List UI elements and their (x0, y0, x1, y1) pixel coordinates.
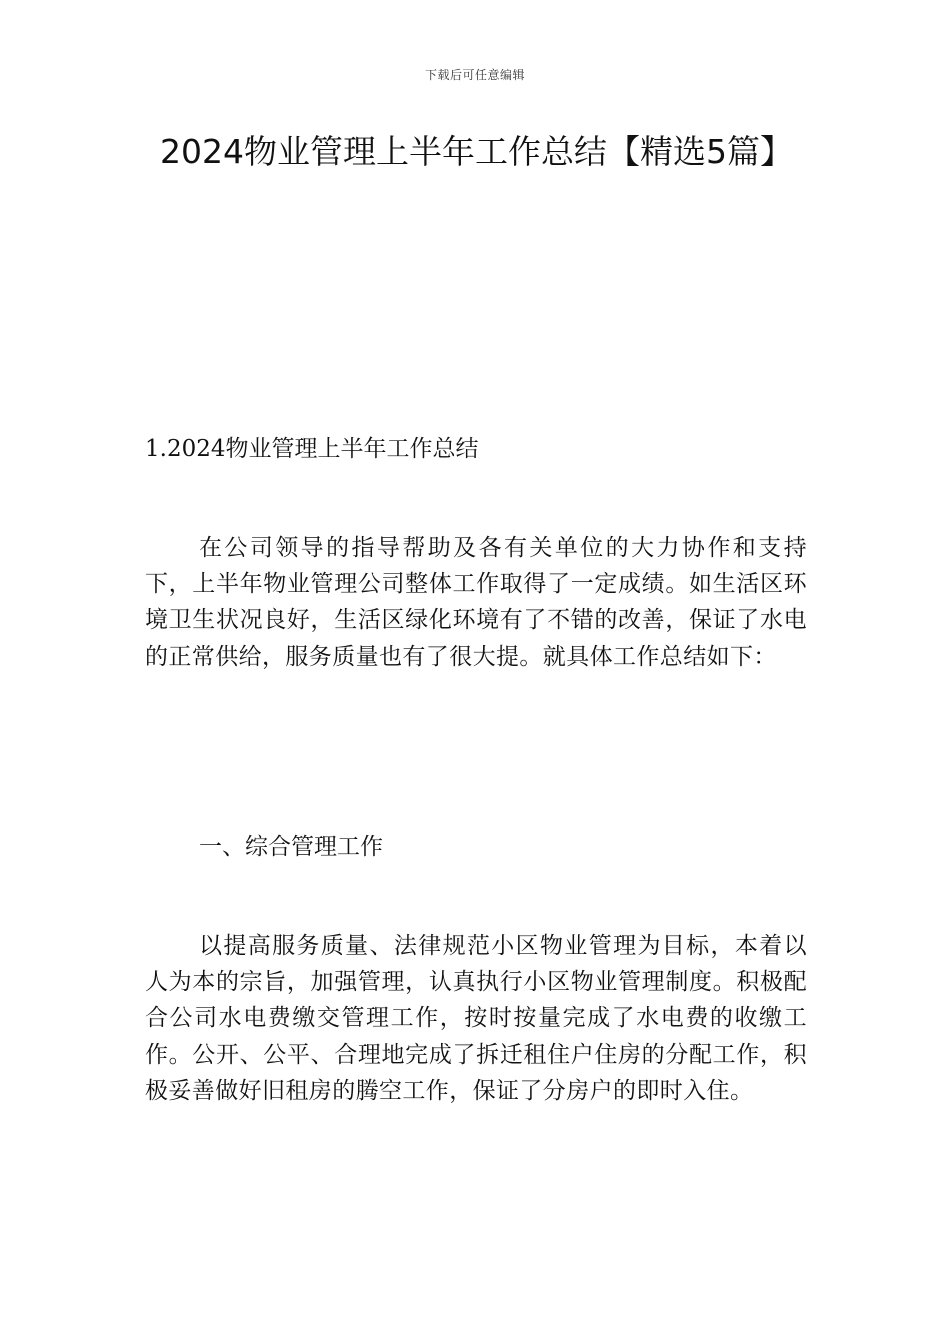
paragraph-intro: 在公司领导的指导帮助及各有关单位的大力协作和支持下，上半年物业管理公司整体工作取得了一定成绩。如生活区环境卫生状况良好，生活区绿化环境有了不错的改善，保证了水电的正常供给，服务质量也有了很大提。就具体工作总结如下： (145, 535, 807, 670)
sub-heading-comprehensive-management: 一、综合管理工作 (199, 834, 383, 860)
section-heading: 1.2024物业管理上半年工作总结 (145, 436, 479, 462)
header-note: 下载后可任意编辑 (424, 68, 525, 82)
paragraph-management: 以提高服务质量、法律规范小区物业管理为目标，本着以人为本的宗旨，加强管理，认真执行小区物业管理制度。积极配合公司水电费缴交管理工作，按时按量完成了水电费的收缴工作。公开、公平、合理地完成了拆迁租住户住房的分配工作，积极妥善做好旧租房的腾空工作，保证了分房户的即时入住。 (145, 933, 807, 1104)
document-title: 2024物业管理上半年工作总结【精选5篇】 (160, 132, 793, 171)
